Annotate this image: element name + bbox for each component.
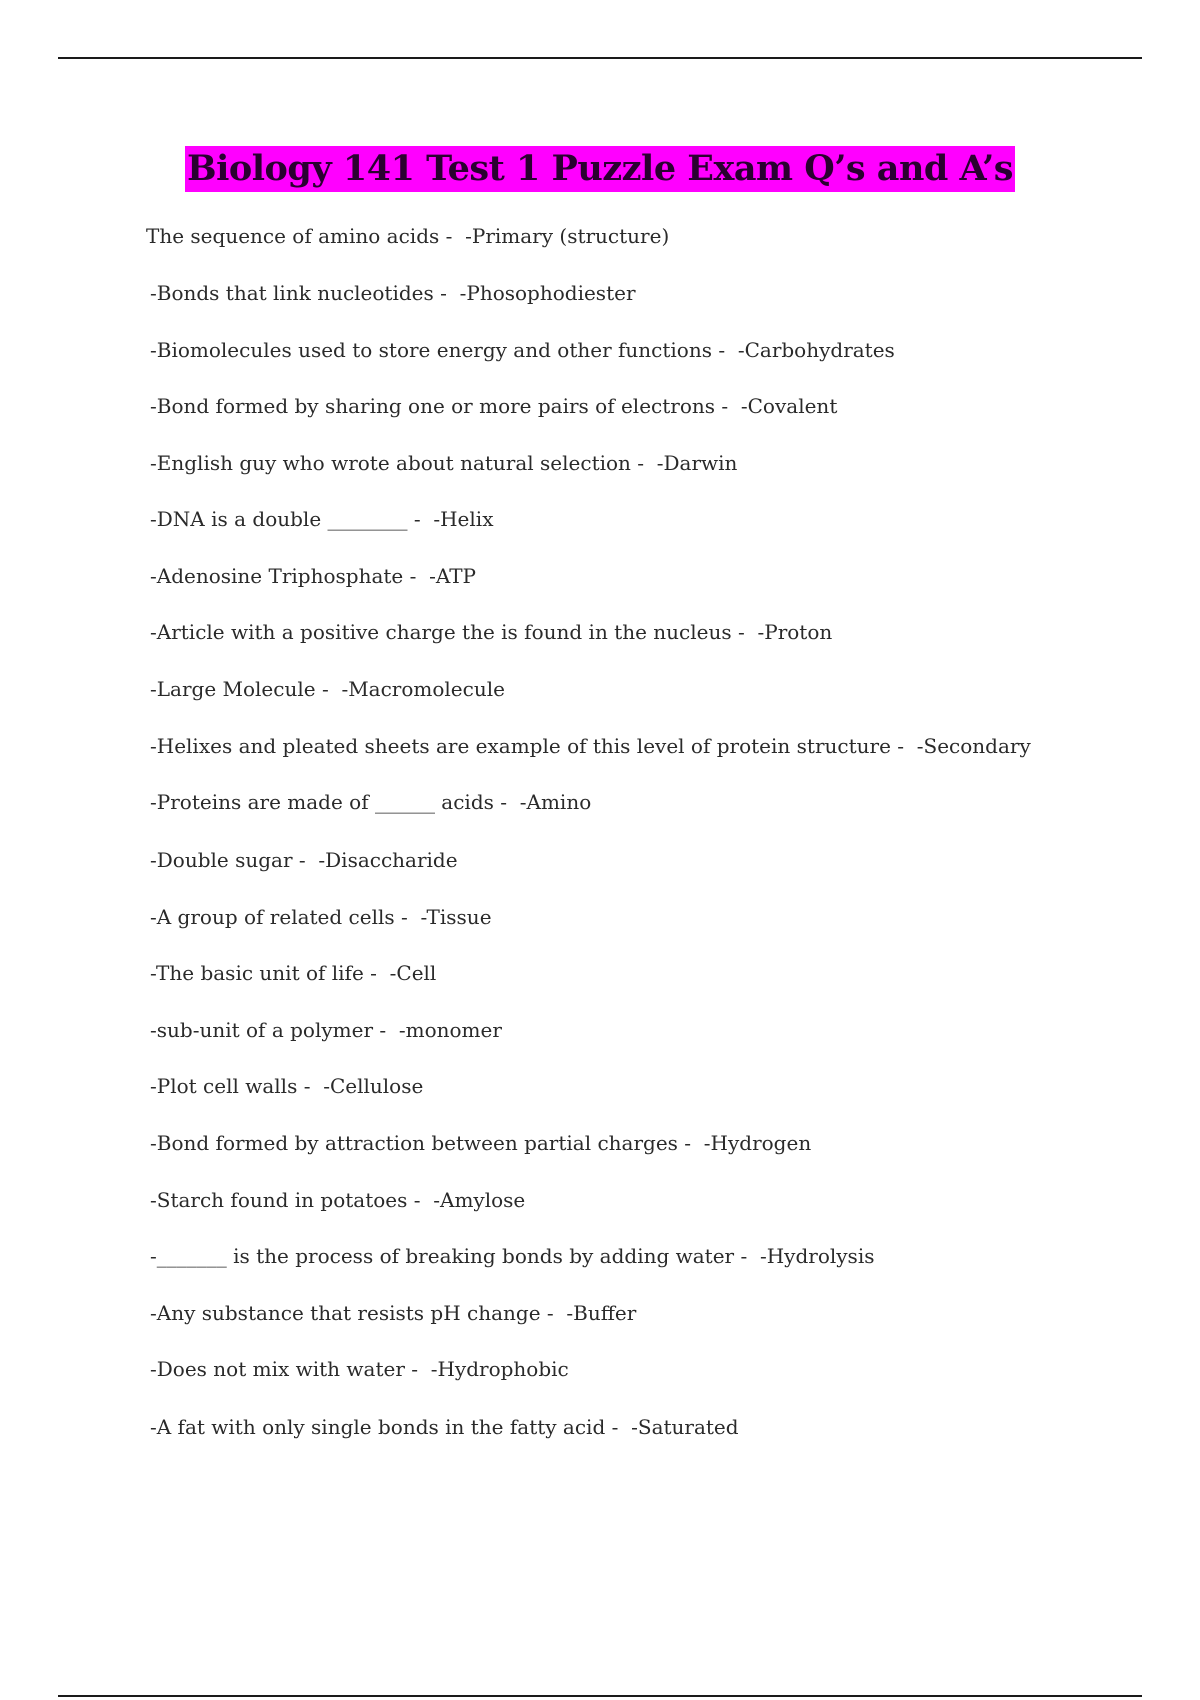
answer: -ATP	[429, 564, 477, 588]
separator: -	[433, 281, 460, 305]
qa-item-1	[146, 223, 669, 249]
qa-item-5	[150, 450, 737, 476]
separator: -	[407, 507, 434, 531]
question: -Does not mix with water	[150, 1357, 405, 1381]
separator: -	[890, 734, 917, 758]
separator: -	[439, 224, 466, 248]
qa-item-21	[150, 1356, 569, 1382]
answer: -Proton	[757, 620, 833, 644]
question: -English guy who wrote about natural selection	[150, 451, 631, 475]
separator: -	[404, 1357, 431, 1381]
separator: -	[715, 394, 741, 418]
question: -Bonds that link nucleotides	[150, 281, 434, 305]
question: -Adenosine Triphosphate	[150, 564, 404, 588]
separator: -	[373, 1018, 399, 1042]
question: -A group of related cells	[150, 905, 395, 929]
separator: -	[493, 790, 520, 814]
separator: -	[394, 905, 421, 929]
qa-item-22	[150, 1414, 739, 1440]
separator: -	[407, 1188, 434, 1212]
qa-item-3	[150, 337, 895, 363]
qa-item-2	[150, 280, 636, 306]
qa-item-7	[150, 563, 476, 589]
answer: -Macromolecule	[341, 677, 505, 701]
answer: -Covalent	[740, 394, 838, 418]
answer: -Buffer	[566, 1301, 637, 1325]
question: -Plot cell walls	[150, 1074, 298, 1098]
answer: -Darwin	[656, 451, 738, 475]
question: -_______ is the process of breaking bonds by adding water	[150, 1244, 735, 1268]
qa-item-10	[150, 733, 1031, 759]
question: -Proteins are made of ______ acids	[150, 790, 494, 814]
answer: -Hydrolysis	[759, 1244, 875, 1268]
qa-item-9	[150, 676, 505, 702]
answer: -Hydrogen	[703, 1131, 812, 1155]
answer: -Helix	[433, 507, 494, 531]
question: -Biomolecules used to store energy and other functions	[150, 338, 712, 362]
question: -Any substance that resists pH change	[150, 1301, 541, 1325]
qa-item-11	[150, 789, 591, 815]
question: -Article with a positive charge the is found in the nucleus	[150, 620, 732, 644]
question: -Bond formed by attraction between partial charges	[150, 1131, 678, 1155]
question: -Bond formed by sharing one or more pairs of electrons	[150, 394, 716, 418]
separator: -	[315, 677, 342, 701]
qa-item-18	[150, 1187, 525, 1213]
separator: -	[540, 1301, 567, 1325]
answer: -Amino	[519, 790, 592, 814]
qa-item-15	[150, 1017, 502, 1043]
answer: -Carbohydrates	[737, 338, 895, 362]
separator: -	[677, 1131, 704, 1155]
question: The sequence of amino acids	[146, 224, 440, 248]
question: -Helixes and pleated sheets are example of this level of protein structure	[150, 734, 891, 758]
answer: -Phosophodiester	[459, 281, 636, 305]
qa-item-12	[150, 847, 458, 873]
bottom-rule	[58, 1695, 1142, 1697]
answer: -Saturated	[631, 1415, 739, 1439]
separator: -	[734, 1244, 760, 1268]
answer: -Amylose	[433, 1188, 526, 1212]
qa-item-4	[150, 393, 837, 419]
separator: -	[403, 564, 430, 588]
qa-item-17	[150, 1130, 811, 1156]
question: -Double sugar	[150, 848, 293, 872]
page-title: Biology 141 Test 1 Puzzle Exam Q’s and A’s	[185, 146, 1015, 192]
question: -The basic unit of life	[150, 961, 364, 985]
qa-item-8	[150, 619, 832, 645]
question: -DNA is a double ________	[150, 507, 408, 531]
qa-item-13	[150, 904, 492, 930]
question: -A fat with only single bonds in the fatty acid	[150, 1415, 606, 1439]
answer: -Disaccharide	[318, 848, 458, 872]
qa-item-14	[150, 960, 436, 986]
answer: -Cellulose	[323, 1074, 424, 1098]
question: -sub-unit of a polymer	[150, 1018, 373, 1042]
question: -Large Molecule	[150, 677, 316, 701]
separator: -	[363, 961, 390, 985]
qa-item-6	[150, 506, 493, 532]
answer: -Secondary	[916, 734, 1031, 758]
qa-item-16	[150, 1073, 423, 1099]
separator: -	[605, 1415, 632, 1439]
answer: -Hydrophobic	[430, 1357, 569, 1381]
answer: -monomer	[398, 1018, 502, 1042]
answer: -Primary (structure)	[465, 224, 670, 248]
separator: -	[630, 451, 657, 475]
answer: -Tissue	[420, 905, 492, 929]
separator: -	[711, 338, 738, 362]
separator: -	[292, 848, 319, 872]
question: -Starch found in potatoes	[150, 1188, 408, 1212]
answer: -Cell	[389, 961, 437, 985]
qa-item-19	[150, 1243, 874, 1269]
separator: -	[297, 1074, 324, 1098]
separator: -	[731, 620, 758, 644]
qa-item-20	[150, 1300, 636, 1326]
